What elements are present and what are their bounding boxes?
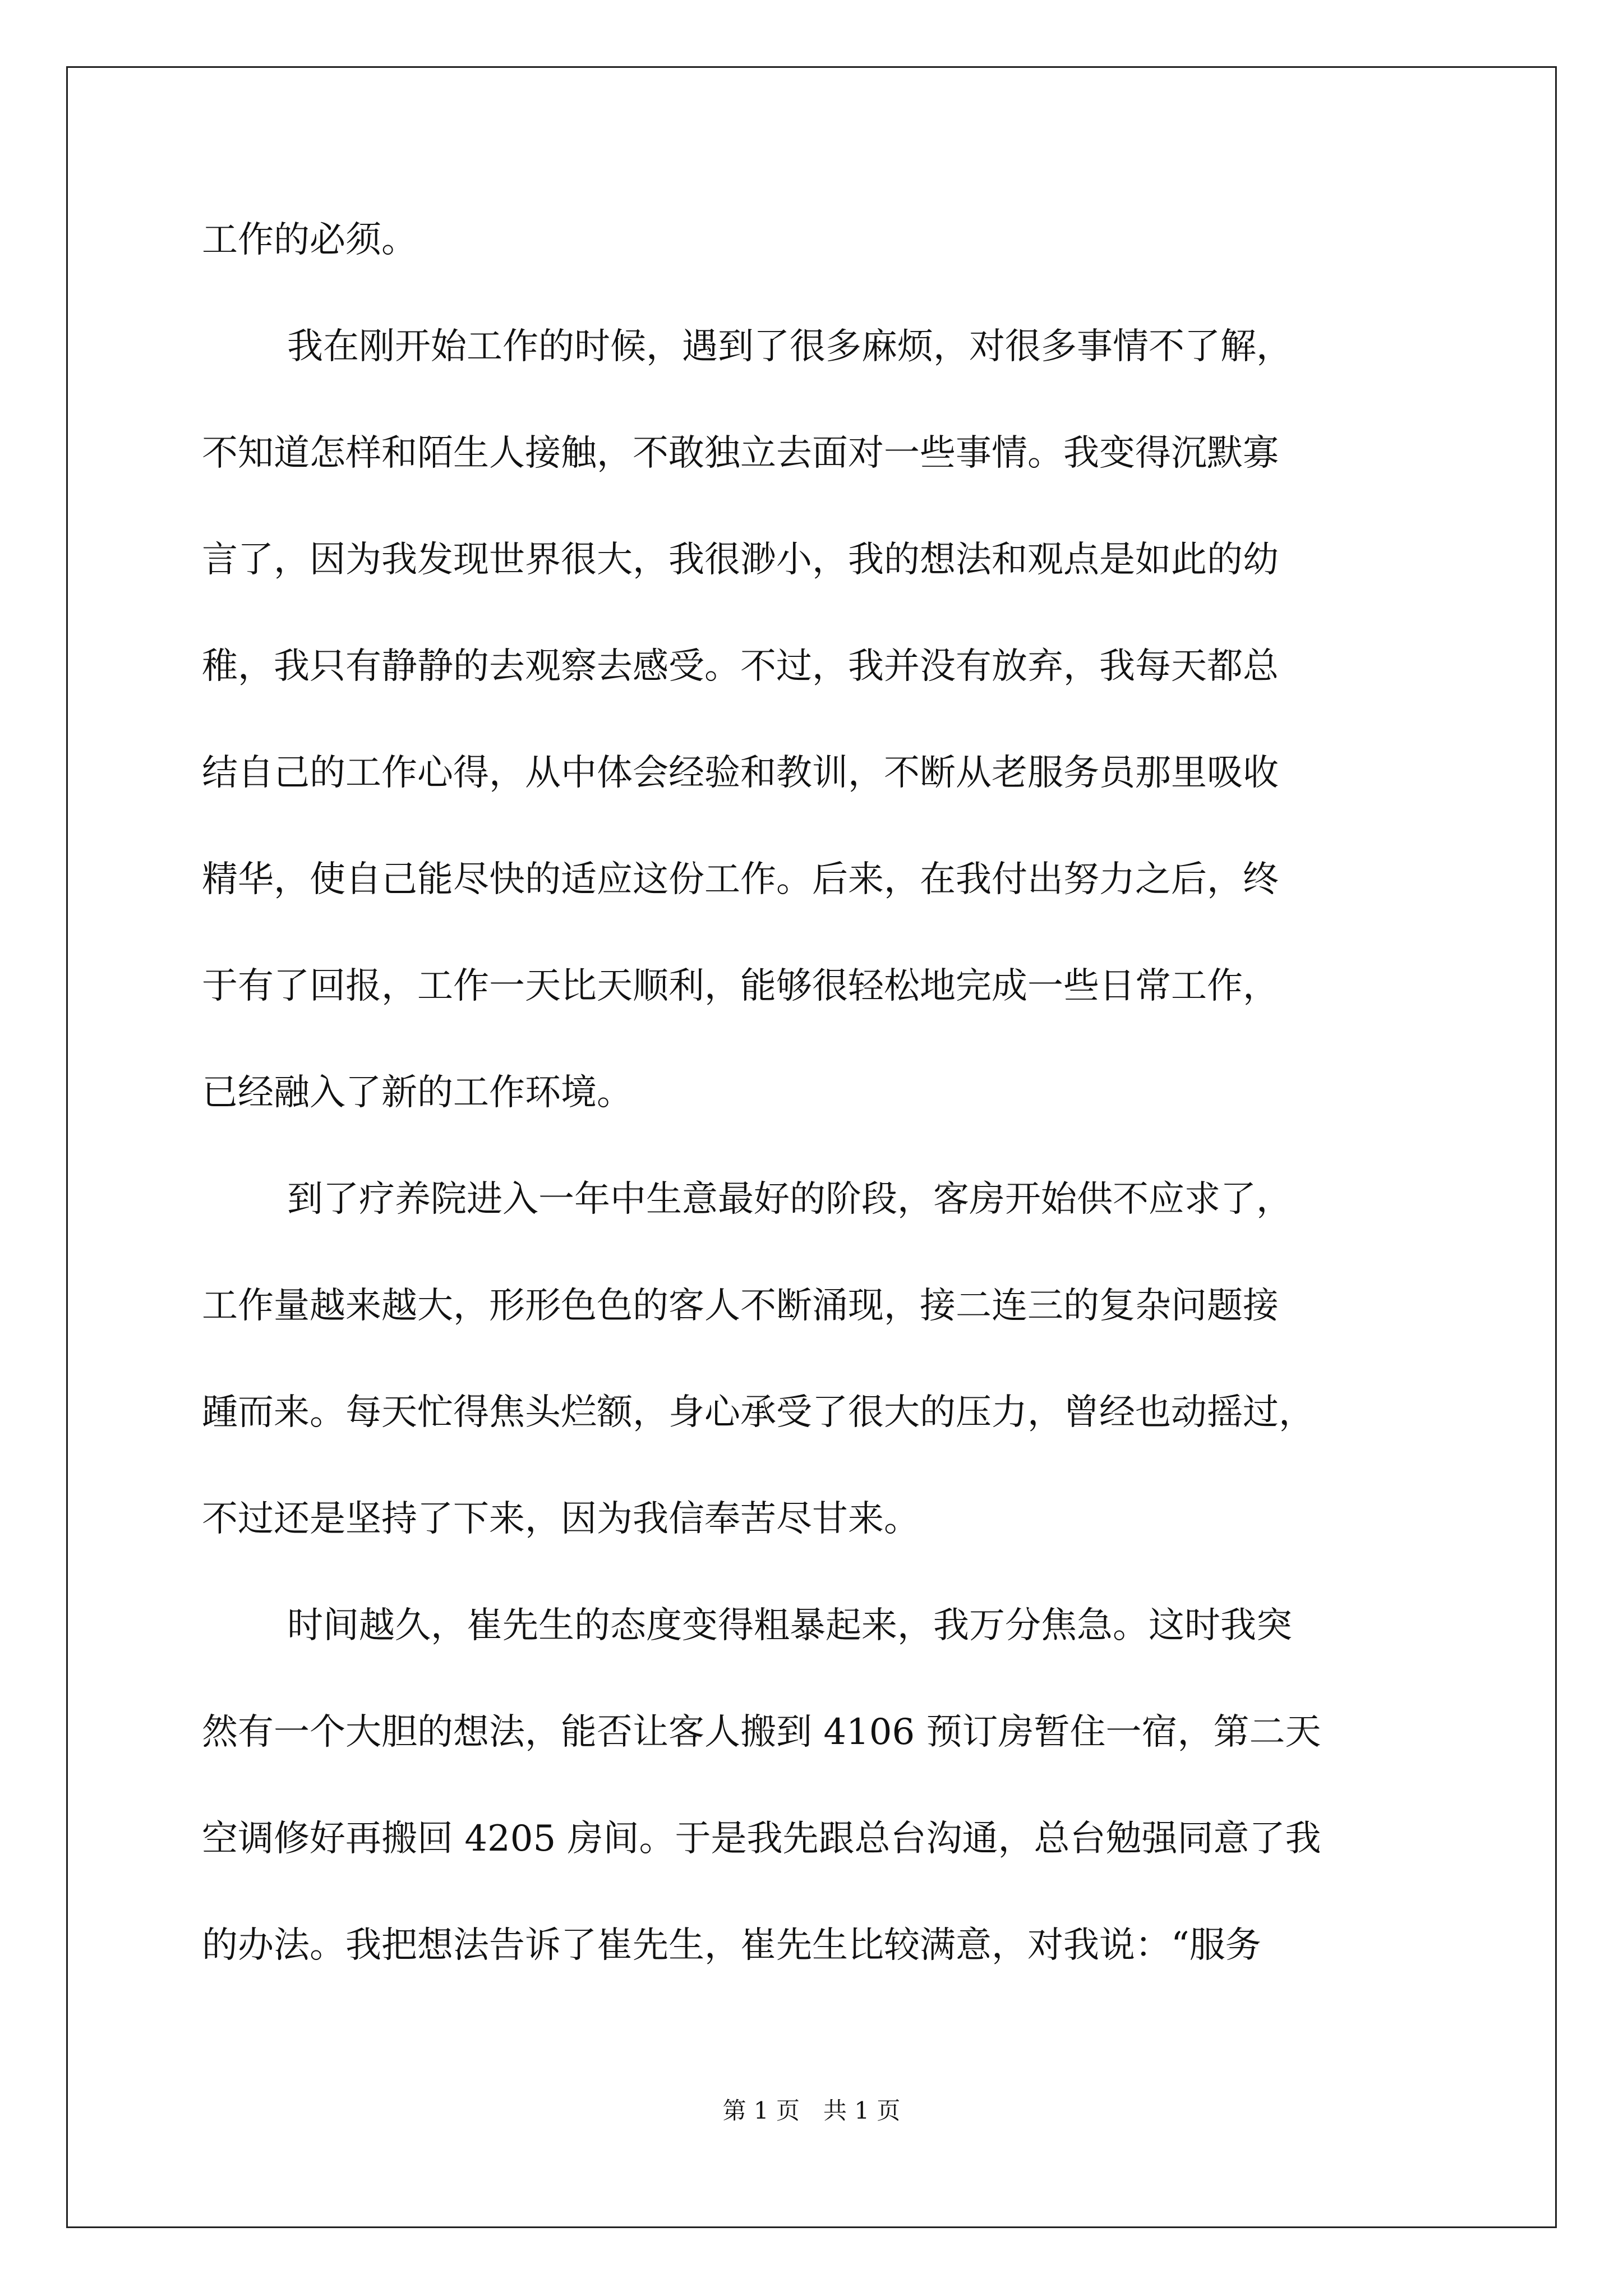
- text-line: 然有一个大胆的想法，能否让客人搬到 4106 预订房暂住一宿，第二天: [202, 1711, 1321, 1753]
- text-line: 踵而来。每天忙得焦头烂额，身心承受了很大的压力，曾经也动摇过，: [202, 1392, 1315, 1433]
- text-line: 结自己的工作心得，从中体会经验和教训，不断从老服务员那里吸收: [202, 752, 1279, 794]
- paragraph-start-line: 我在刚开始工作的时候，遇到了很多麻烦，对很多事情不了解，: [287, 326, 1292, 367]
- text-line: 不知道怎样和陌生人接触，不敢独立去面对一些事情。我变得沉默寡: [202, 432, 1279, 474]
- text-line: 工作的必须。: [202, 219, 417, 261]
- text-line: 言了，因为我发现世界很大，我很渺小，我的想法和观点是如此的幼: [202, 539, 1279, 581]
- text-line: 不过还是坚持了下来，因为我信奉苦尽甘来。: [202, 1498, 920, 1540]
- text-line: 空调修好再搬回 4205 房间。于是我先跟总台沟通，总台勉强同意了我: [202, 1818, 1321, 1860]
- text-line: 已经融入了新的工作环境。: [202, 1072, 633, 1114]
- paragraph-start-line: 到了疗养院进入一年中生意最好的阶段，客房开始供不应求了，: [287, 1179, 1292, 1220]
- text-line: 于有了回报，工作一天比天顺利，能够很轻松地完成一些日常工作，: [202, 965, 1279, 1007]
- text-line: 的办法。我把想法告诉了崔先生，崔先生比较满意，对我说：“服务: [202, 1925, 1261, 1966]
- paragraph-start-line: 时间越久，崔先生的态度变得粗暴起来，我万分焦急。这时我突: [287, 1605, 1292, 1646]
- text-line: 精华，使自己能尽快的适应这份工作。后来，在我付出努力之后，终: [202, 859, 1279, 900]
- page-footer: 第 1 页 共 1 页: [722, 2097, 901, 2124]
- document-body: [202, 213, 1436, 2025]
- text-line: 稚，我只有静静的去观察去感受。不过，我并没有放弃，我每天都总: [202, 646, 1279, 687]
- text-line: 工作量越来越大，形形色色的客人不断涌现，接二连三的复杂问题接: [202, 1285, 1279, 1327]
